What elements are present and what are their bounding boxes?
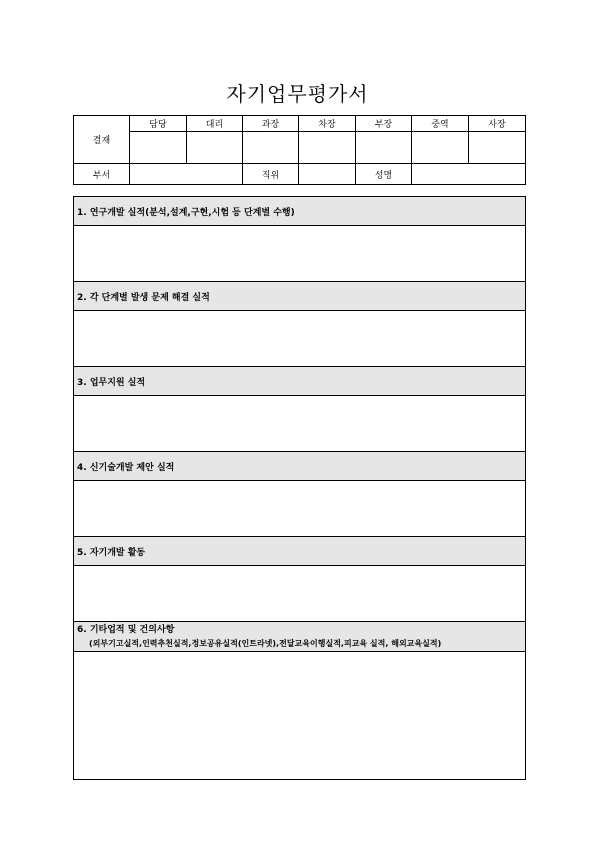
section-6-header [74,622,526,652]
page-title: 자기업무평가서 [226,82,369,106]
section-5-field[interactable] [74,566,526,622]
evaluation-sections [73,196,526,780]
sign-box-assistant-manager[interactable] [187,132,243,164]
dept-label: 부서 [74,164,130,185]
section-5-heading: 5. 자기개발 활동 [74,537,526,566]
sign-box-general-manager[interactable] [356,132,412,164]
approval-label: 결재 [74,116,130,164]
approval-col-deputy-manager: 차장 [299,116,356,132]
name-field[interactable] [412,164,526,185]
section-2-heading: 2. 각 단계별 발생 문제 해결 실적 [74,282,526,311]
section-1-field[interactable] [74,226,526,282]
sign-box-manager[interactable] [243,132,299,164]
section-1-heading: 1. 연구개발 실적(분석,설계,구현,시험 등 단계별 수행) [74,197,526,226]
approval-col-general-manager: 부장 [356,116,412,132]
sign-box-president[interactable] [469,132,526,164]
section-3-field[interactable] [74,396,526,452]
approval-col-president: 사장 [469,116,526,132]
approval-col-manager: 과장 [243,116,299,132]
approval-col-executive: 중역 [412,116,469,132]
section-6-heading: 6. 기타업적 및 건의사항 [77,624,175,635]
section-4-field[interactable] [74,481,526,537]
approval-table [73,115,526,185]
approval-col-assistant-manager: 대리 [187,116,243,132]
position-field[interactable] [299,164,356,185]
position-label: 직위 [243,164,299,185]
name-label: 성명 [356,164,412,185]
sign-box-executive[interactable] [412,132,469,164]
sign-box-deputy-manager[interactable] [299,132,356,164]
sign-box-staff[interactable] [130,132,187,164]
section-2-field[interactable] [74,311,526,367]
section-3-heading: 3. 업무지원 실적 [74,367,526,396]
section-4-heading: 4. 신기술개발 제안 실적 [74,452,526,481]
approval-col-staff: 담당 [130,116,187,132]
dept-field[interactable] [130,164,243,185]
section-6-field[interactable] [74,652,526,780]
section-6-subheading: (외부기고실적,인력추천실적,정보공유실적(인트라넷),전달교육이행실적,피교육 실적, 해외교육실적) [89,638,442,648]
